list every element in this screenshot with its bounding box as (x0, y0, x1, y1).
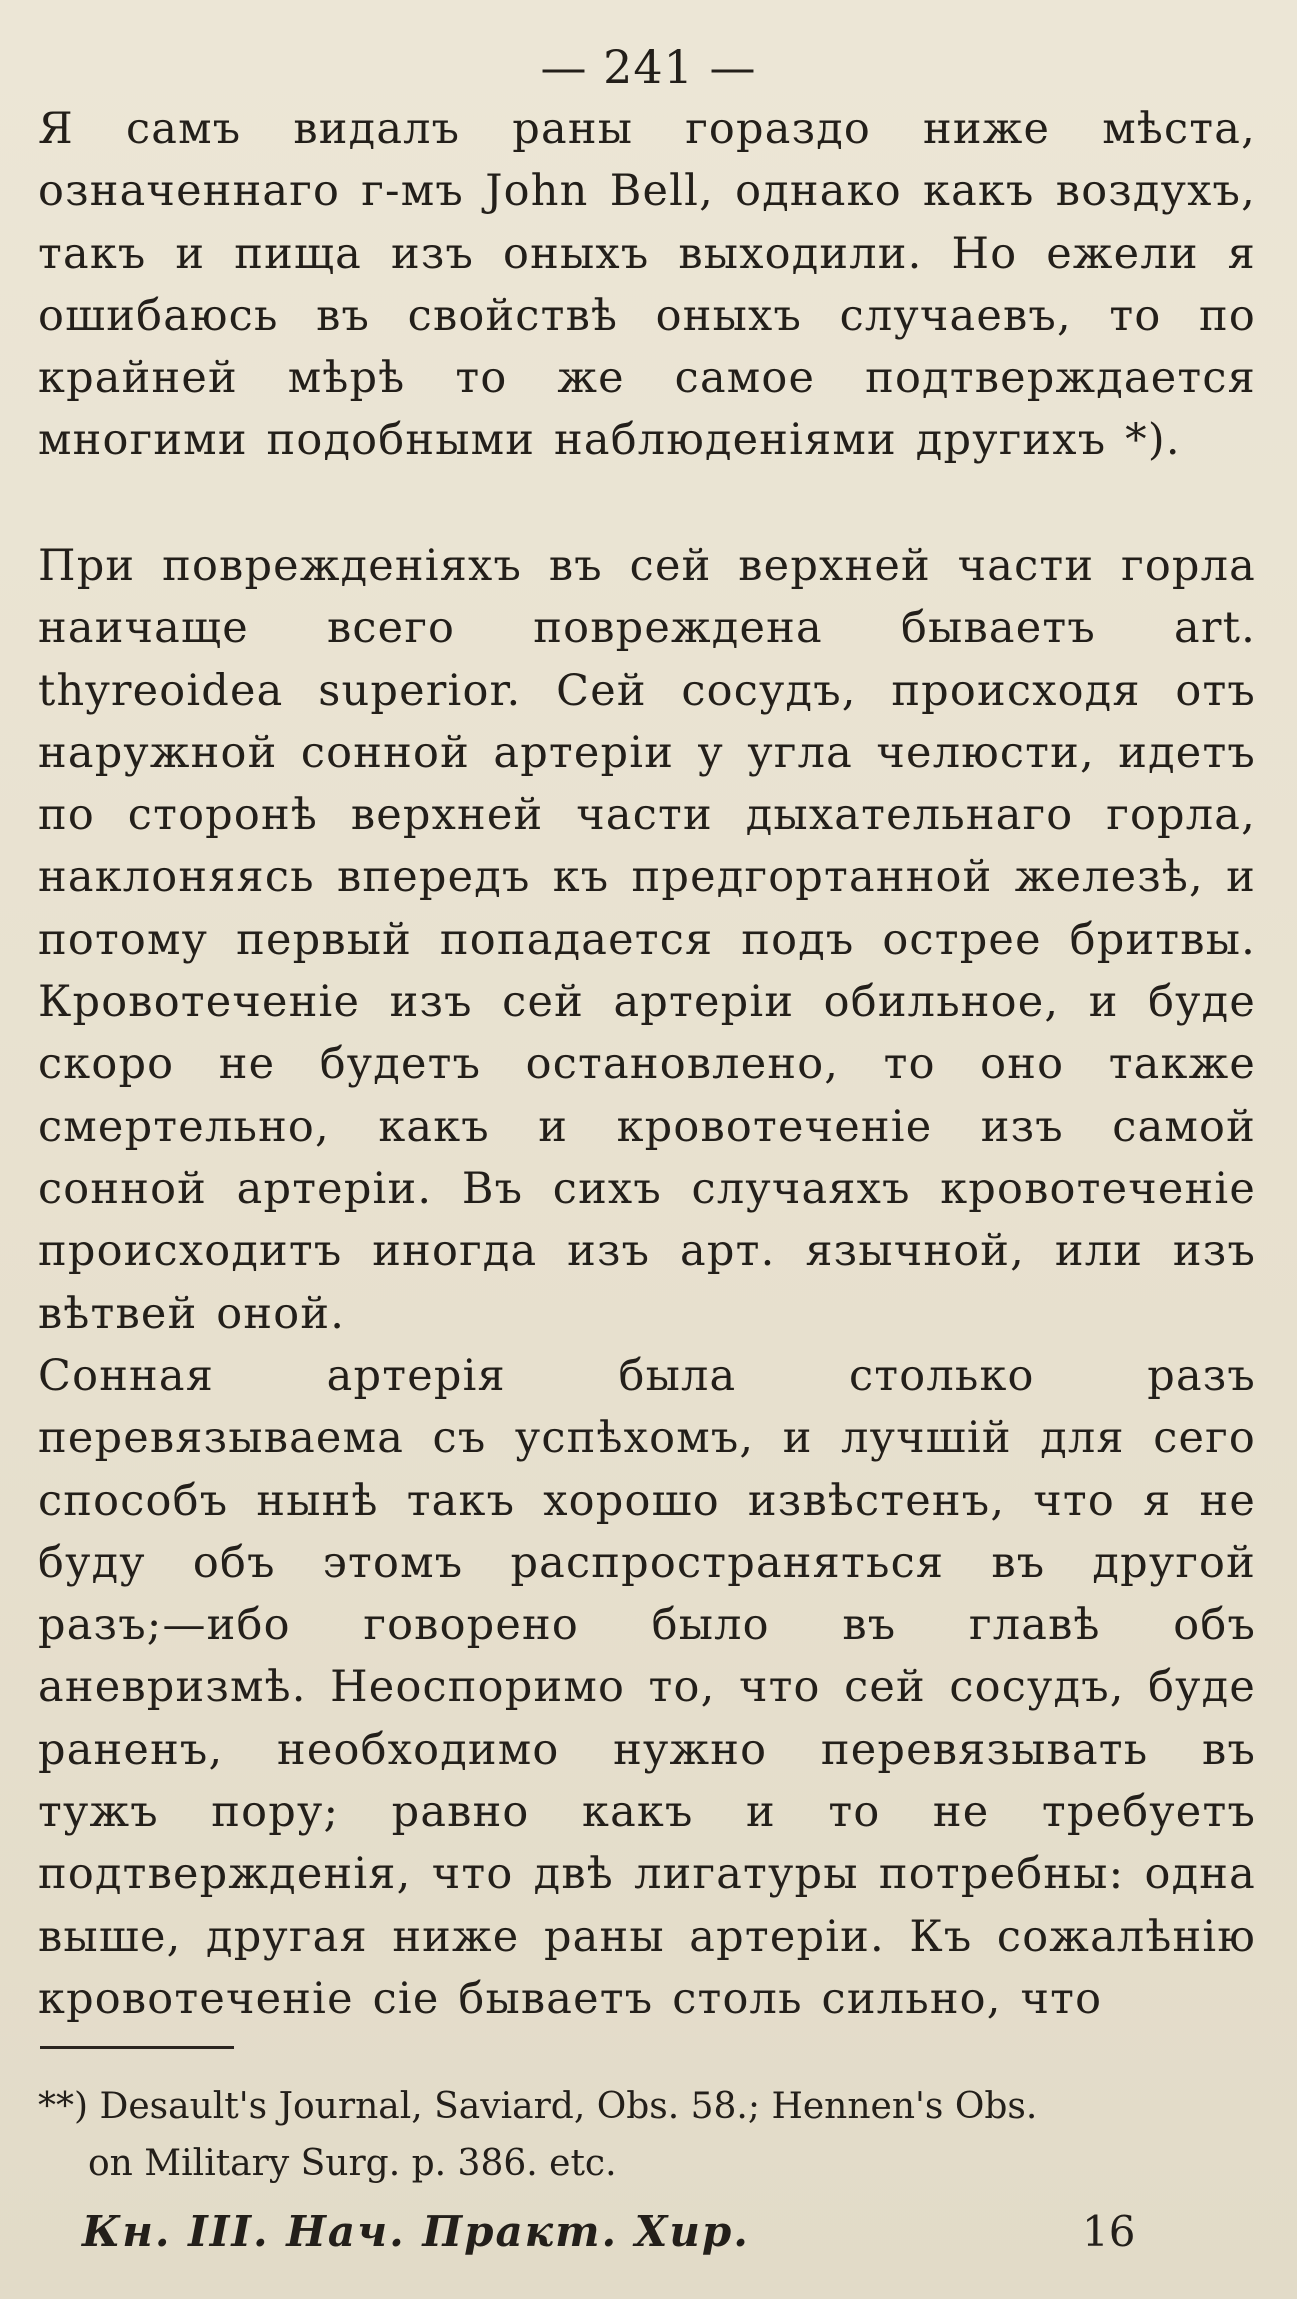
footnote-line-2: on Military Surg. p. 386. etc. (88, 2143, 617, 2184)
paragraph-1: Я самъ видалъ раны гораздо ниже мѣста, означеннаго г-мъ John Bell, однако какъ воздухъ, такъ и пища изъ оныхъ выходили. Но ежели я ошибаюсь въ свойствѣ оныхъ случаевъ, то по крайней мѣрѣ то же самое подтверждается многими подобными наблюденіями другихъ *). (38, 104, 1256, 466)
footnote-divider (40, 2046, 234, 2049)
page-number: — 241 — (540, 40, 757, 94)
paragraph-2: При поврежденіяхъ въ сей верхней части горла наичаще всего повреждена бываетъ art. thyreoidea superior. Сей сосудъ, происходя отъ наружной сонной артеріи у угла челюсти, идетъ по сторонѣ верхней части дыхательнаго горла, наклоняясь впередъ къ предгортанной железѣ, и потому первый попадается подъ острее бритвы. Кровотеченіе изъ сей артеріи обильное, и буде скоро не будетъ остановлено, то оно также смертельно, какъ и кровотеченіе изъ самой сонной артеріи. Въ сихъ случаяхъ кровотеченіе происходитъ иногда изъ арт. язычной, или изъ вѣтвей оной. (38, 541, 1256, 1339)
footnote (38, 2078, 1256, 2192)
footnote-line-1: **) Desault's Journal, Saviard, Obs. 58.; Hennen's Obs. (38, 2086, 1038, 2127)
sheet-number: 16 (1082, 2207, 1136, 2256)
signature-line: Кн. III. Нач. Практ. Хир. (82, 2207, 750, 2256)
paragraph-3: Сонная артерія была столько разъ перевязываема съ успѣхомъ, и лучшій для сего способъ нынѣ такъ хорошо извѣстенъ, что я не буду объ этомъ распространяться въ другой разъ;—ибо говорено было въ главѣ объ аневризмѣ. Неоспоримо то, что сей сосудъ, буде раненъ, необходимо нужно перевязывать въ тужъ пору; равно какъ и то не требуетъ подтвержденія, что двѣ лигатуры потребны: одна выше, другая ниже раны артеріи. Къ сожалѣнію кровотеченіе сіе бываетъ столь сильно, что (38, 1351, 1256, 2024)
